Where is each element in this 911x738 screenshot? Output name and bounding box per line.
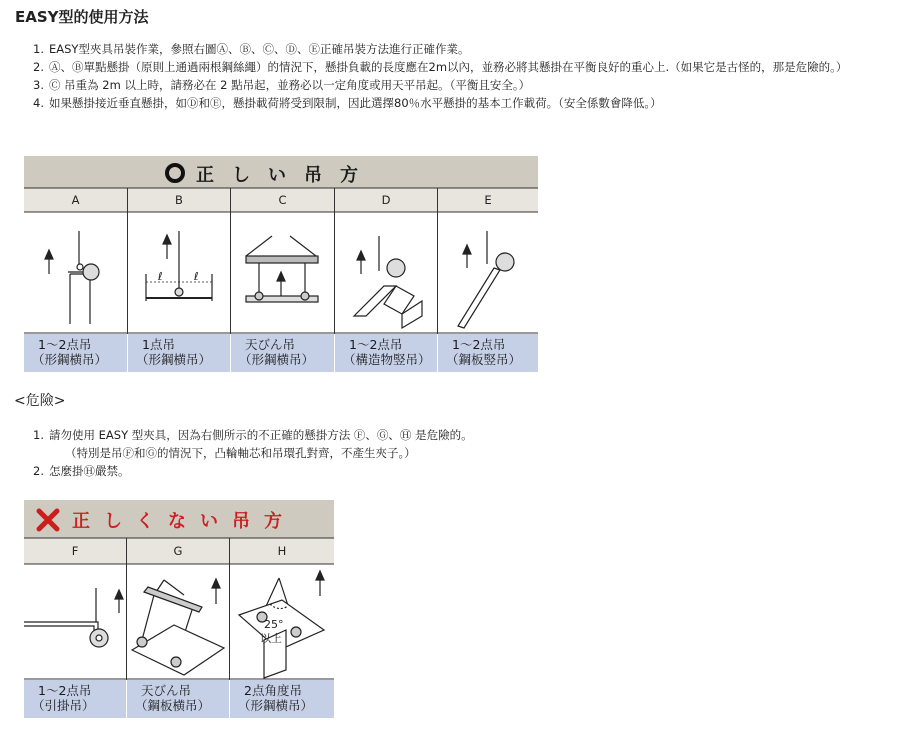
- list-item: [33, 94, 903, 112]
- list-item: [33, 426, 903, 462]
- illustration-a: [45, 231, 99, 324]
- dim-label-left: ℓ: [158, 270, 163, 283]
- column-header: D: [335, 188, 437, 212]
- column-header: C: [231, 188, 334, 212]
- caption: 天びん吊 （形鋼横吊）: [231, 334, 334, 372]
- usage-list: [33, 40, 903, 112]
- caption: 1〜2点吊 （形鋼横吊）: [24, 334, 127, 372]
- list-item: [33, 462, 903, 480]
- correct-hanging-figure: [24, 156, 538, 374]
- illustration-e: [458, 231, 514, 328]
- caption: 天びん吊 （鋼板横吊）: [127, 680, 229, 718]
- column-header: E: [438, 188, 538, 212]
- illustration-h: [239, 571, 324, 678]
- caption: 1〜2点吊 （引掛吊）: [24, 680, 126, 718]
- illustration-g: [132, 579, 224, 675]
- list-text: Ⓐ、Ⓑ單點懸掛（原則上通過兩根鋼絲繩）的情況下，懸掛負載的長度應在2m以內，並務必將其懸掛在平衡良好的重心上.（如果它是古怪的，那是危險的。）: [49, 60, 848, 74]
- danger-list: [33, 426, 903, 480]
- angle-label: 25°: [264, 618, 284, 631]
- list-text: Ⓒ 吊重為 2m 以上時，請務必在 2 點吊起，並務必以一定角度或用天平吊起。（平衡且安全。）: [49, 78, 531, 92]
- list-number: 2.: [33, 60, 44, 74]
- angle-sub-label: 以上: [260, 632, 282, 645]
- column-header: F: [24, 538, 126, 564]
- figure-title: 正しい吊方: [196, 165, 376, 186]
- illustration-d: [354, 236, 422, 328]
- illustration-c: [246, 236, 318, 302]
- list-number: 2.: [33, 464, 44, 478]
- column-header: H: [230, 538, 334, 564]
- list-number: 4.: [33, 96, 44, 110]
- page-title: EASY型的使用方法: [15, 8, 149, 26]
- danger-heading: <危險>: [14, 393, 66, 409]
- column-header: G: [127, 538, 229, 564]
- list-number: 3.: [33, 78, 44, 92]
- list-item: [33, 40, 903, 58]
- illustration-f: [24, 588, 123, 647]
- figure-title: 正しくない吊方: [72, 511, 296, 532]
- list-text: 請勿使用 EASY 型夾具，因為右側所示的不正確的懸掛方法 Ⓕ、Ⓖ、Ⓗ 是危險的。: [49, 428, 473, 442]
- list-number: 1.: [33, 42, 44, 56]
- list-item: [33, 76, 903, 94]
- list-text: 如果懸掛接近垂直懸掛，如Ⓓ和Ⓔ，懸掛載荷將受到限制，因此選擇80％水平懸掛的基本工作載荷。（安全係數會降低。）: [49, 96, 662, 110]
- dim-label-right: ℓ: [194, 270, 199, 283]
- list-subtext: （特別是吊Ⓕ和Ⓖ的情況下，凸輪軸芯和吊環孔對齊，不產生夾子。）: [65, 446, 416, 460]
- list-number: 1.: [33, 428, 44, 442]
- caption: 1点吊 （形鋼横吊）: [128, 334, 230, 372]
- list-item: [33, 58, 903, 76]
- caption: 2点角度吊 （形鋼横吊）: [230, 680, 334, 718]
- illustration-b: [146, 231, 212, 301]
- column-header: A: [24, 188, 127, 212]
- caption: 1〜2点吊 （構造物竪吊）: [335, 334, 437, 372]
- wrong-hanging-figure: [24, 500, 334, 720]
- list-text: EASY型夾具吊裝作業，參照右圖Ⓐ、Ⓑ、Ⓒ、Ⓓ、Ⓔ正確吊裝方法進行正確作業。: [49, 42, 470, 56]
- column-header: B: [128, 188, 230, 212]
- list-text: 怎麼掛Ⓗ嚴禁。: [49, 464, 130, 478]
- caption: 1〜2点吊 （鋼板竪吊）: [438, 334, 538, 372]
